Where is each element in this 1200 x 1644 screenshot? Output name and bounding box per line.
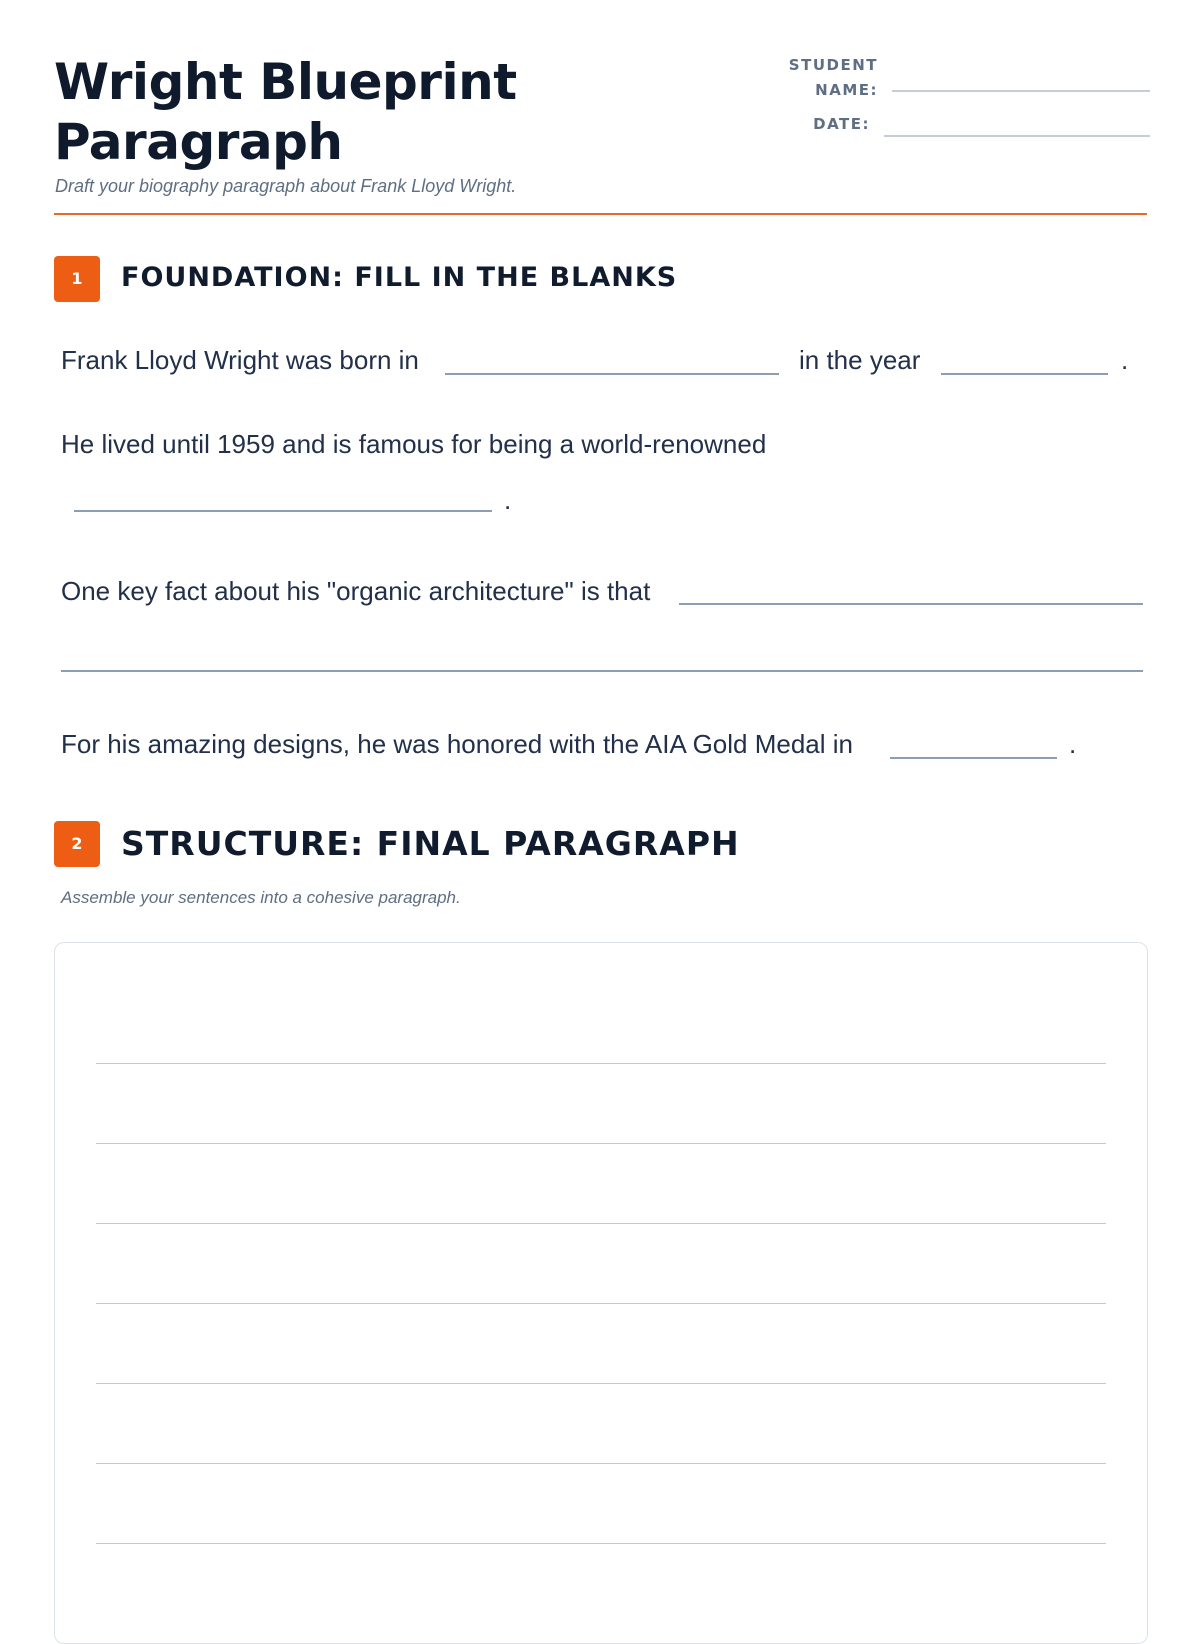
student-name-label [789, 53, 878, 103]
sentence-profession-period: . [504, 485, 512, 515]
page-title [54, 52, 517, 172]
writing-line[interactable] [96, 1063, 1106, 1064]
section-2-badge: 2 [54, 821, 100, 867]
page-title-line-1: Wright Blueprint [54, 53, 517, 111]
header-divider [54, 213, 1147, 215]
writing-line[interactable] [96, 1143, 1106, 1144]
writing-line[interactable] [96, 1383, 1106, 1384]
student-name-label-line-2: NAME: [815, 81, 878, 99]
paragraph-writing-box[interactable] [54, 942, 1148, 1644]
sentence-profession-start: He lived until 1959 and is famous for being a world-renowned [61, 429, 767, 459]
section-1-title: FOUNDATION: FILL IN THE BLANKS [121, 262, 678, 293]
student-name-field[interactable] [892, 90, 1150, 92]
birth-year-blank[interactable] [941, 373, 1108, 375]
writing-line[interactable] [96, 1463, 1106, 1464]
student-name-label-line-1: STUDENT [788, 56, 878, 74]
page-subtitle: Draft your biography paragraph about Frank Lloyd Wright. [55, 176, 517, 196]
date-field[interactable] [884, 135, 1150, 137]
birthplace-blank[interactable] [445, 373, 779, 375]
writing-line[interactable] [96, 1303, 1106, 1304]
section-1-badge: 1 [54, 256, 100, 302]
writing-line[interactable] [96, 1223, 1106, 1224]
award-year-blank[interactable] [890, 757, 1057, 759]
profession-blank[interactable] [74, 510, 492, 512]
sentence-birthplace-middle: in the year [799, 345, 921, 375]
writing-line[interactable] [96, 1543, 1106, 1544]
page-title-line-2: Paragraph [54, 113, 343, 171]
organic-fact-blank[interactable] [679, 603, 1143, 605]
sentence-award-period: . [1069, 729, 1077, 759]
sentence-award-start: For his amazing designs, he was honored with the AIA Gold Medal in [61, 729, 853, 759]
date-label: DATE: [813, 115, 870, 133]
sentence-organic-start: One key fact about his "organic architecture" is that [61, 576, 651, 606]
sentence-birthplace-start: Frank Lloyd Wright was born in [61, 345, 419, 375]
sentence-birthplace-period: . [1121, 345, 1129, 375]
section-2-title: STRUCTURE: FINAL PARAGRAPH [121, 824, 740, 863]
section-2-instruction: Assemble your sentences into a cohesive paragraph. [61, 888, 461, 907]
organic-fact-blank-continued[interactable] [61, 670, 1143, 672]
